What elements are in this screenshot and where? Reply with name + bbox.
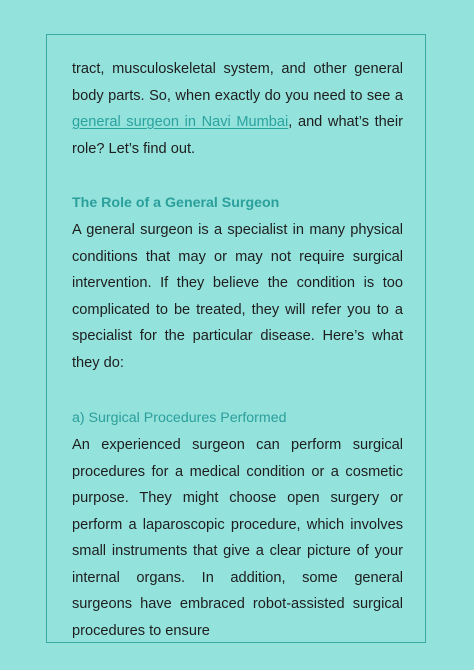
section-role-paragraph: A general surgeon is a specialist in many physical conditions that may or may not require surgical intervention. If they believe the condition is too complicated to be treated, they will refer you to a specialist for the particular disease. Here’s what they do: xyxy=(72,222,403,371)
subsection-heading-surgical-procedures: a) Surgical Procedures Performed xyxy=(72,410,287,426)
document-content xyxy=(72,56,403,644)
general-surgeon-link[interactable]: general surgeon in Navi Mumbai xyxy=(72,114,289,130)
section-heading-role: The Role of a General Surgeon xyxy=(72,195,280,211)
surgical-procedures-paragraph: An experienced surgeon can perform surgical procedures for a medical condition or a cosmetic purpose. They might choose open surgery or perform a laparoscopic procedure, which involves small instruments that give a clear picture of your internal organs. In addition, some general surgeons have embraced robot-assisted surgical procedures to ensure xyxy=(72,437,403,639)
intro-text-after-link: , and what’s their role? Let’s find out. xyxy=(72,114,403,157)
intro-text-before-link: tract, musculoskeletal system, and other general body parts. So, when exactly do you need to see a xyxy=(72,61,403,104)
intro-paragraph xyxy=(72,56,403,162)
